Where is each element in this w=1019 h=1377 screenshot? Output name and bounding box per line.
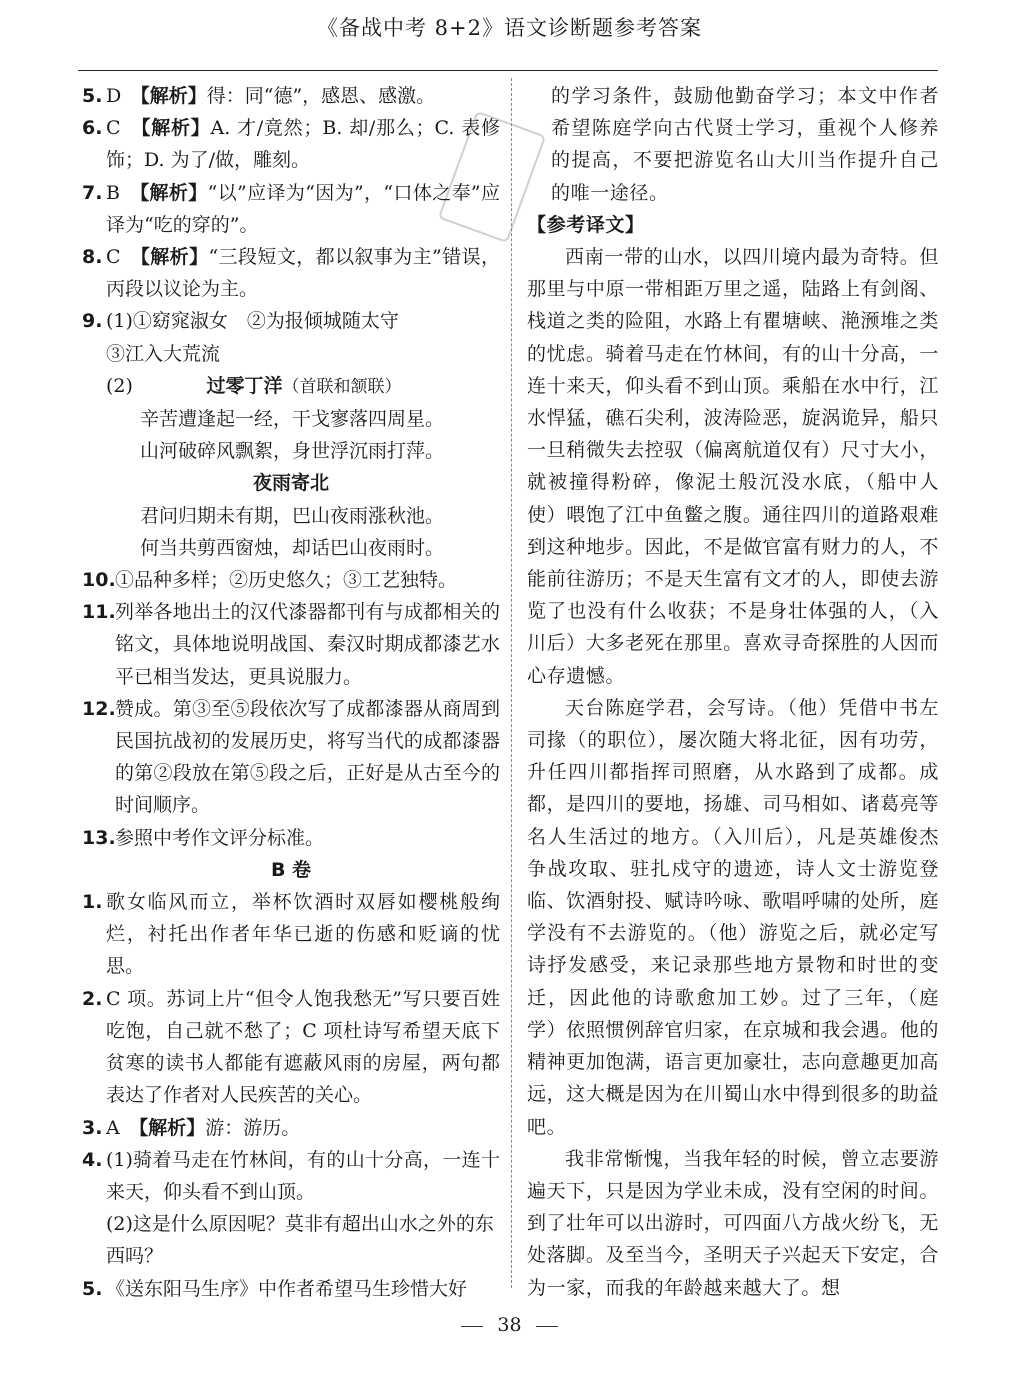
sub-label: (2) — [106, 374, 133, 397]
answer-item — [82, 1273, 500, 1305]
page-number-text: 38 — [497, 1314, 522, 1336]
analysis-tag: 【解析】 — [138, 1116, 206, 1139]
answer-choice: C — [106, 246, 141, 269]
section-heading: B 卷 — [270, 858, 312, 881]
item-number: 5. — [82, 85, 103, 107]
answer-choice: B — [106, 181, 140, 204]
answer-item — [82, 822, 500, 854]
answer-text: C 项。苏词上片“但令人饱我愁无”写只要百姓吃饱，自己就不愁了；C 项杜诗写希望天底下贫寒的读书人都能有遮蔽风雨的房屋，两句都表达了作者对人民疾苦的关心。 — [106, 987, 500, 1107]
answer-text: (1)骑着马走在竹林间，有的山十分高，一连十来天，仰头看不到山顶。 — [106, 1148, 500, 1203]
item-number: 1. — [82, 891, 103, 914]
answer-subline: (2)这是什么原因呢？莫非有超出山水之外的东西吗？ — [106, 1213, 494, 1268]
item-number: 4. — [82, 1148, 103, 1171]
answer-text: 列举各地出土的汉代漆器都刊有与成都相关的铭文，具体地说明战国、秦汉时期成都漆艺水平已相当发达，更具说服力。 — [115, 601, 500, 688]
answer-item — [82, 596, 500, 693]
item-number: 8. — [82, 246, 103, 269]
answer-item — [82, 564, 500, 596]
column-divider — [511, 78, 512, 1288]
answer-text: 赞成。第③至⑤段依次写了成都漆器从商周到民国抗战初的发展历史，将写当代的成都漆器的第②段放在第⑤段之后，正好是从古至今的时间顺序。 — [115, 697, 500, 817]
header-rule — [78, 70, 938, 71]
poem-note: （首联和颔联） — [282, 376, 402, 397]
analysis-tag: 【解析】 — [141, 117, 211, 140]
answer-choice: A — [106, 1116, 139, 1139]
answer-item — [82, 1144, 500, 1208]
analysis-tag: 【解析】 — [140, 85, 207, 107]
reference-translation-heading: 【参考译文】 — [527, 213, 645, 236]
poem-line: 山河破碎风飘絮，身世浮沉雨打萍。 — [140, 440, 445, 463]
poem-line: 辛苦遭逢起一经，干戈寥落四周星。 — [140, 408, 445, 431]
answer-item — [82, 112, 500, 176]
item-number: 10. — [82, 569, 116, 592]
answer-text: A. 才/竟然；B. 却/那么；C. 表修饰；D. 为了/做，雕刻。 — [106, 117, 500, 172]
answer-text: (1)①窈窕淑女 ②为报倾城随太守 — [106, 310, 399, 333]
answer-text: 游：游历。 — [205, 1116, 301, 1139]
answer-text: “三段短文，都以叙事为主”错误，丙段以议论为主。 — [106, 246, 500, 301]
translation-paragraph: 天台陈庭学君，会写诗。（他）凭借中书左司掾（的职位），屡次随大将北征，因有功劳，升任四川都指挥司照磨，从水路到了成都。成都，是四川的要地，扬雄、司马相如、诸葛亮等名人生活过的地方。（入川后），凡是英雄俊杰争战攻取、驻扎戍守的遗迹，诗人文士游览登临、饮酒射投、赋诗吟咏、歌唱呼啸的处所，庭学没有不去游览的。（他）游览之后，就必定写诗抒发感受，来记录那些地方景物和时世的变迁，因此他的诗歌愈加工妙。过了三年，（庭学）依照惯例辞官归家，在京城和我会遇。他的精神更加饱满，语言更加豪壮，志向意趣更加高远，这大概是因为在川蜀山水中得到很多的助益吧。 — [527, 696, 939, 1138]
answer-item — [82, 886, 500, 983]
poem-block-label — [82, 370, 500, 403]
page-number-dash — [461, 1326, 483, 1327]
poem-line: 君问归期未有期，巴山夜雨涨秋池。 — [140, 504, 445, 527]
item-number: 5. — [82, 1277, 103, 1300]
translation-paragraph: 西南一带的山水，以四川境内最为奇特。但那里与中原一带相距万里之遥，陆路上有剑阁、栈道之类的险阻，水路上有瞿塘峡、滟滪堆之类的忧虑。骑着马走在竹林间，有的山十分高，一连十来天，仰头看不到山顶。乘船在水中行，江水悍猛，礁石尖利，波涛险恶，旋涡诡异，船只一旦稍微失去控驭（偏离航道仅有）尺寸大小，就被撞得粉碎，像泥土般沉没水底，（船中人使）喂饱了江中鱼鳖之腹。通往四川的道路艰难到这种地步。因此，不是做官富有财力的人，不能前往游历；不是天生富有文才的人，即使去游览了也没有什么收获；不是身壮体强的人，（入川后）大多老死在那里。喜欢寻奇探胜的人因而心存遗憾。 — [527, 246, 939, 687]
item-number: 3. — [82, 1116, 103, 1139]
right-column — [527, 80, 939, 1304]
answer-text: 得：同“德”，感恩、感激。 — [206, 85, 436, 107]
answer-item — [82, 177, 500, 241]
header-title: 《备战中考 8+2》语文诊断题参考答案 — [317, 16, 702, 40]
analysis-tag: 【解析】 — [139, 181, 208, 204]
answer-item — [82, 305, 500, 337]
item-number: 9. — [82, 310, 103, 333]
item-number: 2. — [82, 987, 103, 1010]
page-number — [0, 1314, 1019, 1336]
left-column — [82, 80, 500, 1305]
answer-subline: ③江入大荒流 — [106, 342, 221, 365]
item-number: 7. — [82, 181, 103, 204]
analysis-tag: 【解析】 — [140, 246, 209, 269]
answer-item — [82, 983, 500, 1112]
item-number: 11. — [82, 601, 116, 624]
page-number-dash — [536, 1326, 558, 1327]
answer-item — [82, 80, 500, 112]
item-number: 13. — [82, 826, 116, 849]
poem-title-text: 过零丁洋 — [206, 374, 283, 397]
page-header — [0, 12, 1019, 42]
poem-line: 何当共剪西窗烛，却话巴山夜雨时。 — [140, 536, 445, 559]
item-number: 12. — [82, 697, 116, 720]
answer-choice: C — [106, 117, 142, 140]
answer-text: 《送东阳马生序》中作者希望马生珍惜大好 — [106, 1277, 468, 1300]
answer-text: 参照中考作文评分标准。 — [115, 826, 325, 849]
answer-text: 歌女临风而立，举杯饮酒时双唇如樱桃般绚烂，衬托出作者年华已逝的伤感和贬谪的忧思。 — [106, 891, 500, 978]
answer-text: “以”应译为“因为”，“口体之奉”应译为“吃的穿的”。 — [106, 181, 500, 236]
answer-item — [82, 241, 500, 305]
poem-title: 夜雨寄北 — [252, 472, 329, 495]
translation-paragraph: 我非常惭愧，当我年轻的时候，曾立志要游遍天下，只是因为学业未成，没有空闲的时间。到了壮年可以出游时，可四面八方战火纷飞，无处落脚。及至当今，圣明天子兴起天下安定，合为一家，而我的年龄越来越大了。想 — [527, 1147, 939, 1299]
item-number: 6. — [82, 117, 103, 140]
answer-choice: D — [106, 85, 141, 107]
poem-title — [139, 370, 469, 403]
answer-item — [82, 693, 500, 822]
answer-continuation: 的学习条件，鼓励他勤奋学习；本文中作者希望陈庭学向古代贤士学习，重视个人修养的提高，不要把游览名山大川当作提升自己的唯一途径。 — [551, 85, 939, 204]
answer-text: ①品种多样；②历史悠久；③工艺独特。 — [115, 569, 458, 592]
answer-item — [82, 1112, 500, 1144]
